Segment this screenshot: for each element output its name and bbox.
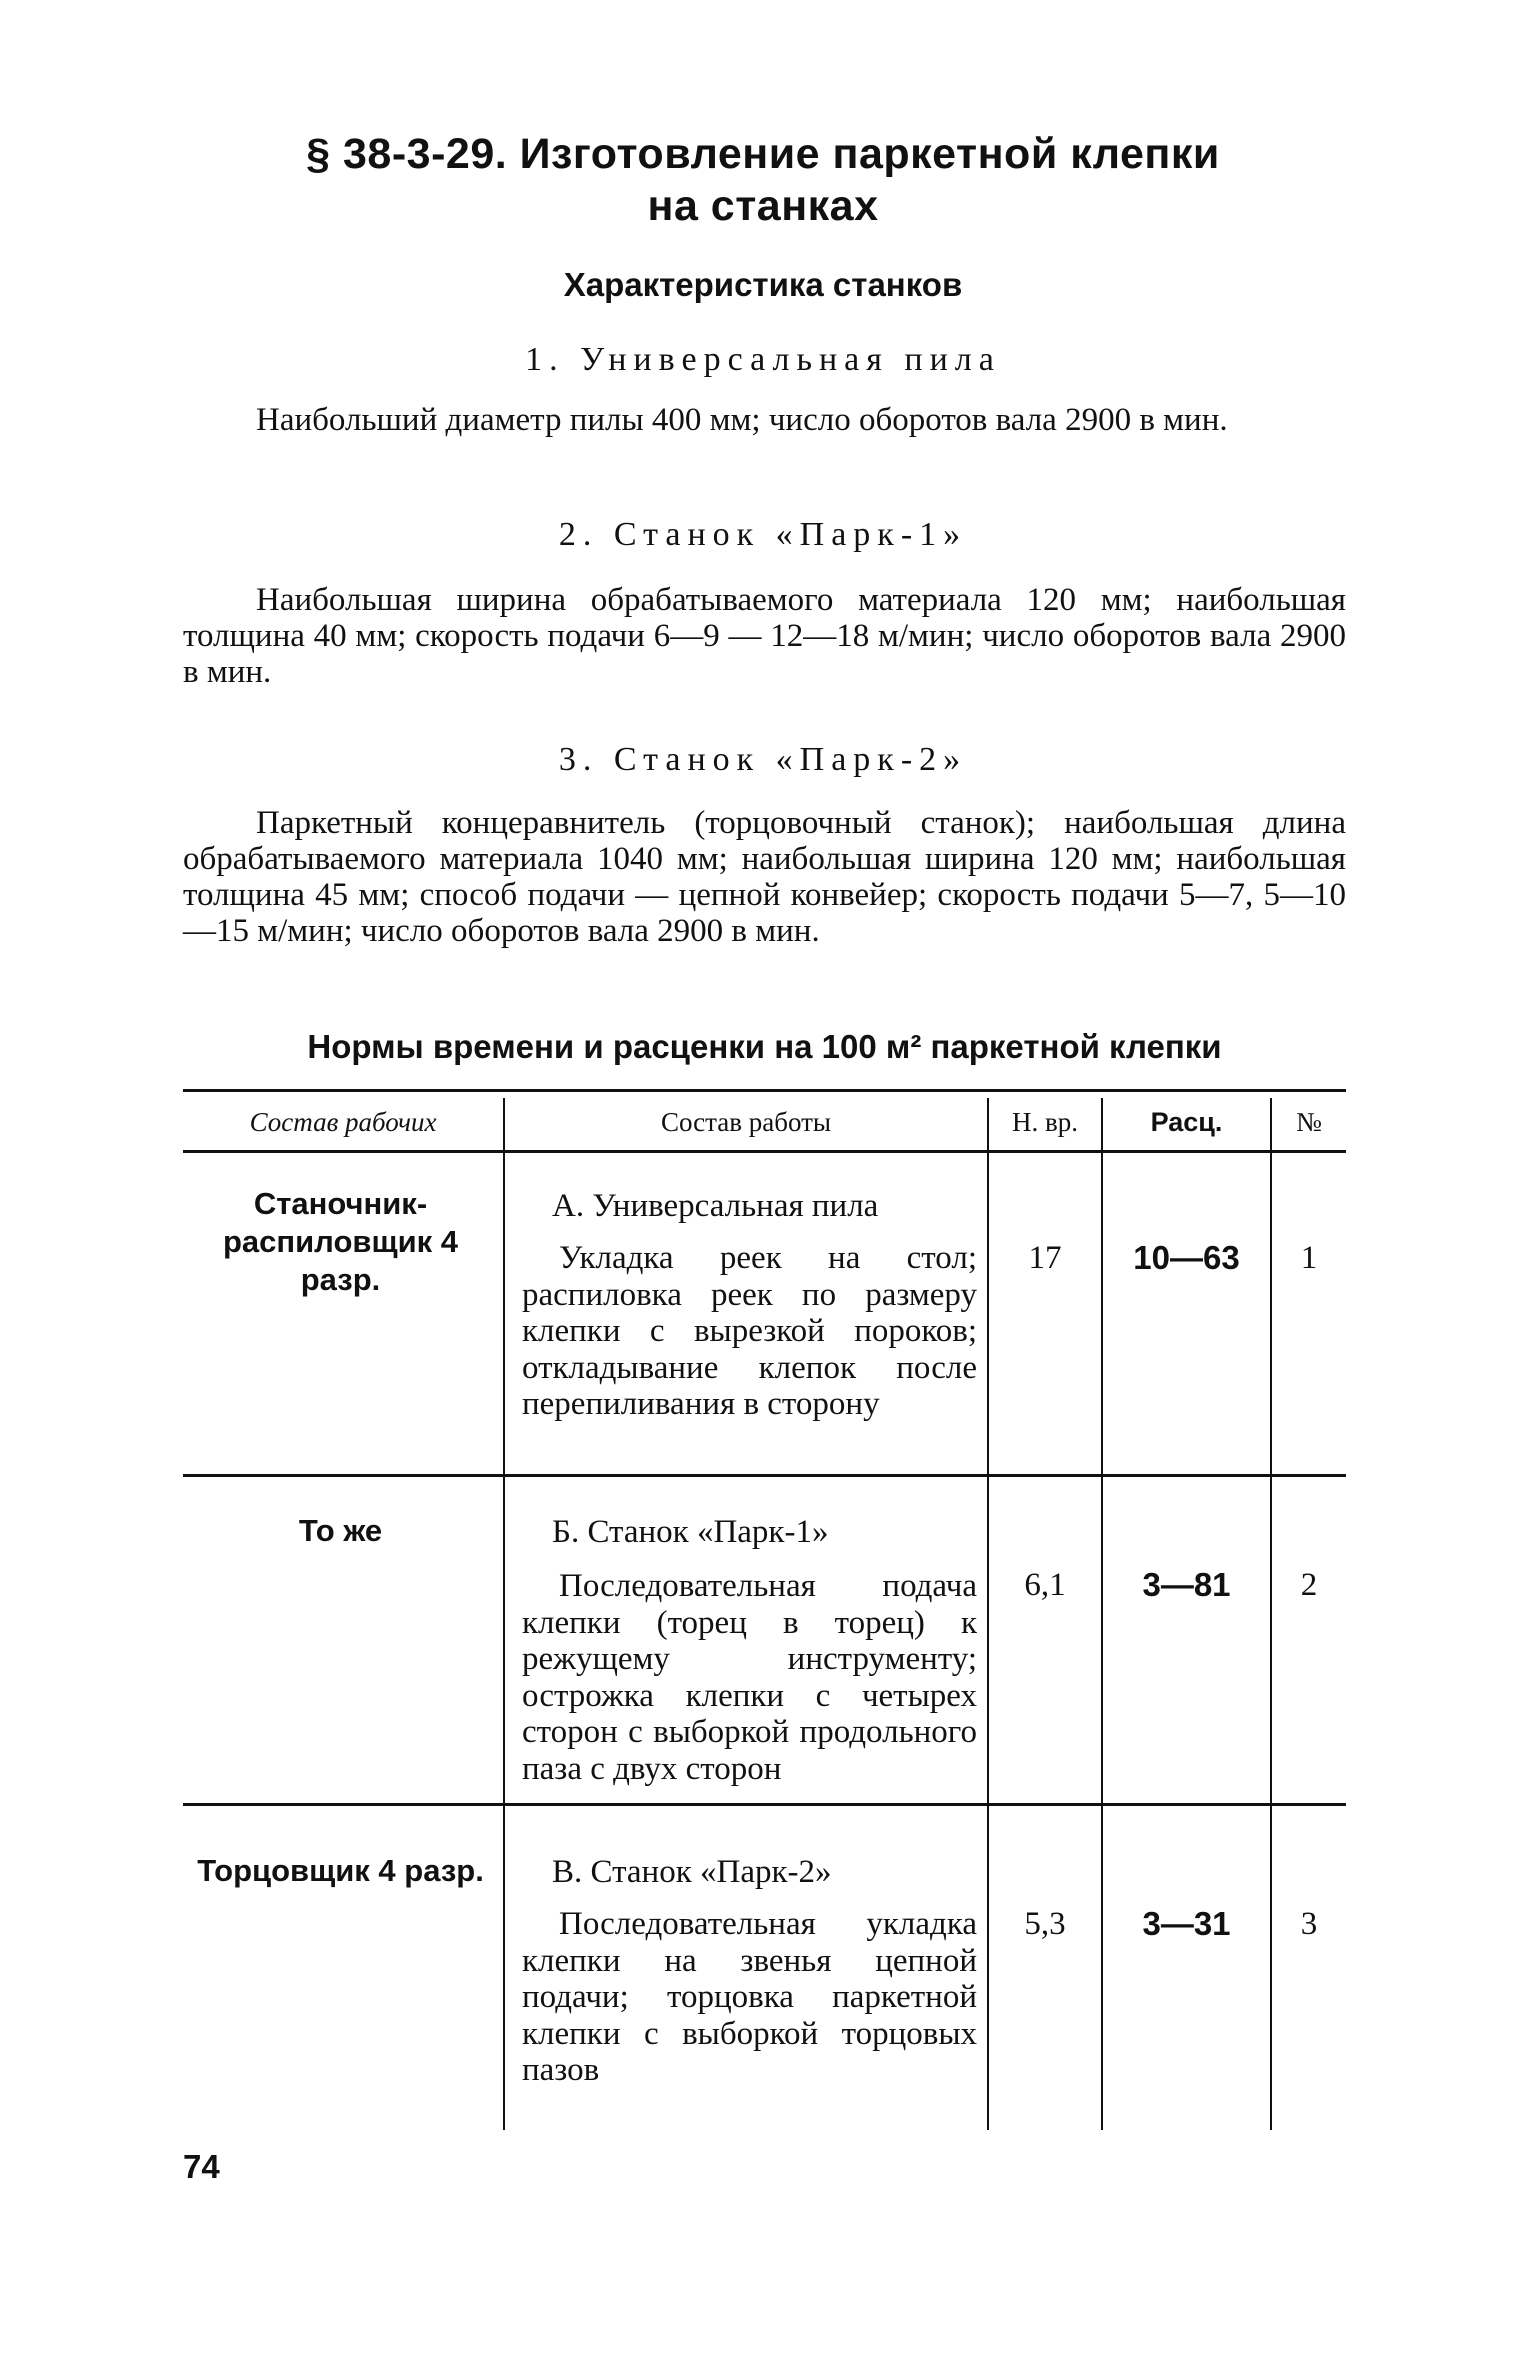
- row-3-machine: В. Станок «Парк-2»: [552, 1854, 832, 1890]
- section-title-line-2: на станках: [647, 182, 879, 230]
- table-row-rule-1: [183, 1474, 1346, 1477]
- row-2-rate: 3—81: [1142, 1566, 1231, 1603]
- page-number: 74: [183, 2148, 220, 2185]
- row-2-workers: То же: [298, 1513, 383, 1548]
- row-1-norm: 17: [1028, 1240, 1062, 1276]
- row-3-norm: 5,3: [1024, 1906, 1066, 1942]
- table-header-rule: [183, 1150, 1346, 1153]
- row-2-norm: 6,1: [1024, 1567, 1066, 1603]
- row-2-number: 2: [1300, 1567, 1318, 1603]
- table-caption: Нормы времени и расценки на 100 м² паркетной клепки: [307, 1028, 1222, 1065]
- machine-1-description: Наибольший диаметр пилы 400 мм; число оборотов вала 2900 в мин.: [256, 402, 1228, 438]
- row-1-rate: 10—63: [1133, 1239, 1240, 1276]
- row-1-workers: Станочник-распиловщик 4 разр.: [222, 1186, 459, 1297]
- row-1-machine: А. Универсальная пила: [552, 1188, 879, 1224]
- table-top-rule: [183, 1089, 1346, 1092]
- row-3-number: 3: [1300, 1906, 1318, 1942]
- section-title-line-1: § 38-3-29. Изготовление паркетной клепки: [306, 130, 1220, 178]
- header-norm: Н. вр.: [1012, 1107, 1078, 1137]
- machine-1-header: 1. Универсальная пила: [525, 341, 1001, 378]
- machine-2-header: 2. Станок «Парк-1»: [558, 516, 968, 553]
- header-work: Состав работы: [660, 1107, 832, 1137]
- row-1-number: 1: [1300, 1240, 1318, 1276]
- table-col-divider-1: [503, 1098, 505, 2130]
- header-workers: Состав рабочих: [249, 1107, 437, 1137]
- table-row-rule-2: [183, 1803, 1346, 1806]
- header-rate: Расц.: [1150, 1107, 1223, 1137]
- row-3-rate: 3—31: [1142, 1905, 1231, 1942]
- row-1-work: Укладка реек на стол; распиловка реек по размеру клепки с вырезкой пороков; откладывание клепок после перепиливания в сторону: [522, 1240, 977, 1422]
- machines-subtitle: Характеристика станков: [563, 266, 963, 303]
- machine-3-header: 3. Станок «Парк-2»: [558, 741, 968, 778]
- row-2-machine: Б. Станок «Парк-1»: [552, 1514, 829, 1550]
- section-title: [180, 128, 1346, 232]
- machine-2-description: Наибольшая ширина обрабатываемого материала 120 мм; наибольшая толщина 40 мм; скорость подачи 6—9 — 12—18 м/мин; число оборотов вала 2900 в мин.: [183, 582, 1346, 690]
- row-3-work: Последовательная укладка клепки на звенья цепной подачи; торцовка паркетной клепки с выборкой торцовых пазов: [522, 1906, 977, 2088]
- row-3-workers: Торцовщик 4 разр.: [197, 1853, 484, 1888]
- machine-3-description: Паркетный концеравнитель (торцовочный станок); наибольшая длина обрабатываемого материала 1040 мм; наибольшая ширина 120 мм; наибольшая толщина 45 мм; способ подачи — цепной конвейер; скорость подачи 5—7, 5—10—15 м/мин; число оборотов вала 2900 в мин.: [183, 805, 1346, 949]
- header-number: №: [1296, 1107, 1322, 1137]
- row-2-work: Последовательная подача клепки (торец в торец) к режущему инструменту; острожка клепки с четырех сторон с выборкой продольного паза с двух сторон: [522, 1568, 977, 1787]
